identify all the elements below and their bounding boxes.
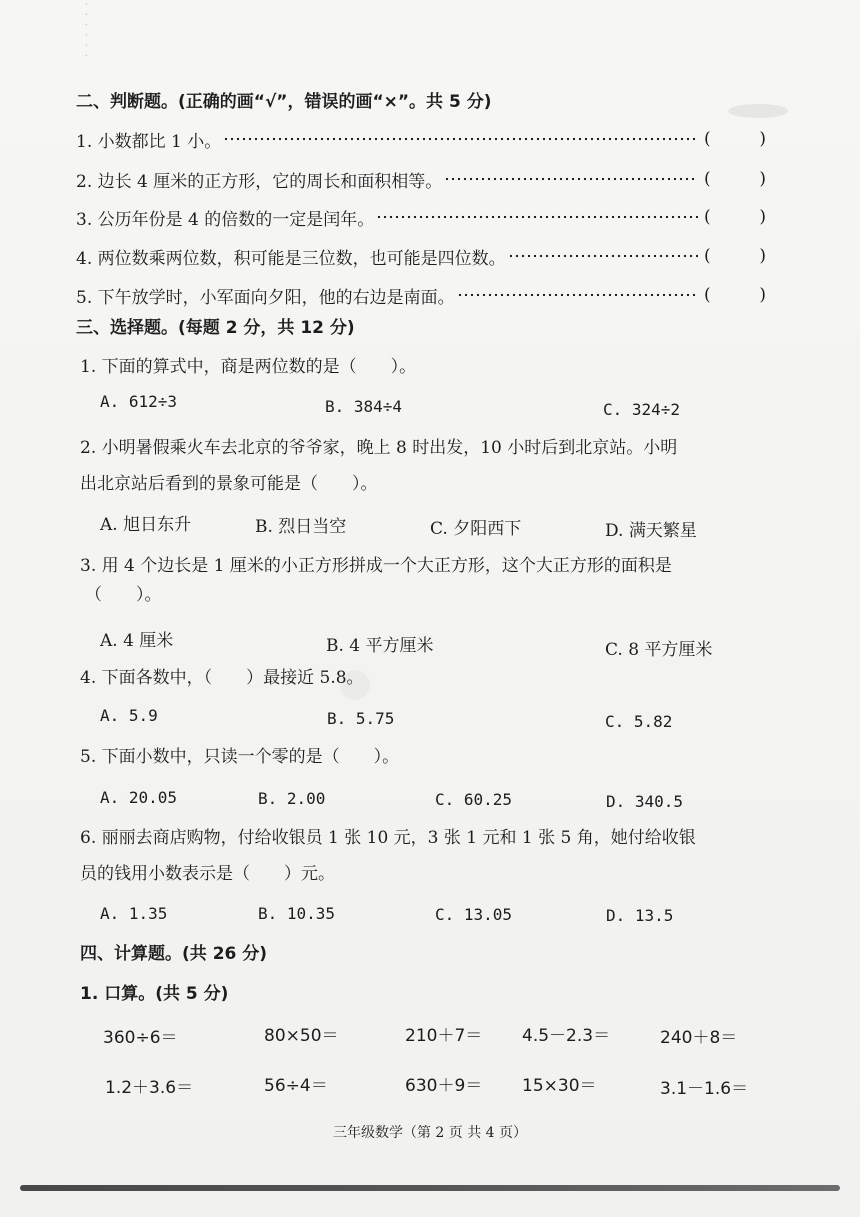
judge-section-heading: 二、判断题。(正确的画“√”，错误的画“×”。共 5 分) [76,92,492,112]
q5-option-d[interactable]: D. 340.5 [606,792,684,811]
leader-dots [376,215,698,219]
q5-option-a[interactable]: A. 20.05 [100,788,178,807]
leader-dots [444,177,698,181]
mental-calc-item[interactable]: 1.2＋3.6＝ [105,1078,194,1098]
mental-calc-item[interactable]: 80×50＝ [264,1026,339,1046]
question-2-stem-line2: 出北京站后看到的景象可能是（ ）。 [80,474,378,494]
question-3-stem-line1: 3. 用 4 个边长是 1 厘米的小正方形拼成一个大正方形，这个大正方形的面积是 [80,556,672,576]
answer-blank[interactable]: ( ) [704,246,766,266]
leader-dots [508,254,698,258]
scan-smudge [728,104,788,118]
judge-item-4 [76,245,766,267]
judge-statement: 5. 下午放学时，小军面向夕阳，他的右边是南面。 [76,287,455,308]
page-bottom-edge [20,1185,840,1191]
calc-section-heading: 四、计算题。(共 26 分) [80,944,268,964]
q1-option-a[interactable]: A. 612÷3 [100,392,178,411]
mental-calc-item[interactable]: 56÷4＝ [264,1076,328,1096]
question-6-stem-line1: 6. 丽丽去商店购物，付给收银员 1 张 10 元，3 张 1 元和 1 张 5 角，她付给收银 [80,828,696,848]
q6-option-d[interactable]: D. 13.5 [606,906,674,925]
question-5-stem: 5. 下面小数中，只读一个零的是（ ）。 [80,747,400,767]
q3-option-a[interactable]: A. 4 厘米 [100,631,174,651]
question-1-stem: 1. 下面的算式中，商是两位数的是（ ）。 [80,357,417,377]
q1-option-b[interactable]: B. 384÷4 [325,397,403,416]
judge-statement: 4. 两位数乘两位数，积可能是三位数，也可能是四位数。 [76,248,506,269]
judge-item-2 [76,168,766,190]
q6-option-a[interactable]: A. 1.35 [100,904,168,923]
q3-option-b[interactable]: B. 4 平方厘米 [326,636,434,656]
q2-option-a[interactable]: A. 旭日东升 [100,515,192,535]
question-2-stem-line1: 2. 小明暑假乘火车去北京的爷爷家，晚上 8 时出发，10 小时后到北京站。小明 [80,438,678,458]
judge-item-5 [76,284,766,306]
answer-blank[interactable]: ( ) [704,129,766,149]
bleed-through-marks: · · · · · · [78,2,93,59]
q6-option-b[interactable]: B. 10.35 [258,904,336,923]
q5-option-c[interactable]: C. 60.25 [435,790,513,809]
judge-statement: 1. 小数都比 1 小。 [76,131,222,152]
choice-section-heading: 三、选择题。(每题 2 分，共 12 分) [76,318,355,338]
judge-item-3 [76,206,766,228]
q2-option-b[interactable]: B. 烈日当空 [255,517,347,537]
answer-blank[interactable]: ( ) [704,169,766,189]
answer-blank[interactable]: ( ) [704,285,766,305]
q1-option-c[interactable]: C. 324÷2 [603,400,681,419]
judge-item-1 [76,128,766,150]
q2-option-d[interactable]: D. 满天繁星 [605,521,697,541]
question-3-stem-line2: （ ）。 [85,585,162,605]
leader-dots [457,293,698,297]
question-4-stem: 4. 下面各数中，（ ）最接近 5.8。 [80,668,364,688]
mental-calc-item[interactable]: 3.1－1.6＝ [660,1079,749,1099]
mental-calc-item[interactable]: 15×30＝ [522,1076,597,1096]
q5-option-b[interactable]: B. 2.00 [258,789,326,808]
mental-calc-item[interactable]: 210＋7＝ [405,1026,483,1046]
q4-option-b[interactable]: B. 5.75 [327,709,395,728]
answer-blank[interactable]: ( ) [704,207,766,227]
leader-dots [223,137,698,141]
q3-option-c[interactable]: C. 8 平方厘米 [605,640,713,660]
mental-calc-item[interactable]: 4.5－2.3＝ [522,1026,611,1046]
mental-calc-item[interactable]: 240＋8＝ [660,1028,738,1048]
question-6-stem-line2: 员的钱用小数表示是（ ）元。 [80,864,335,884]
mental-calc-item[interactable]: 630＋9＝ [405,1076,483,1096]
page-footer: 三年级数学（第 2 页 共 4 页） [332,1125,528,1141]
mental-calc-item[interactable]: 360÷6＝ [103,1028,178,1048]
calc-sub-heading: 1. 口算。(共 5 分) [80,984,229,1004]
q2-option-c[interactable]: C. 夕阳西下 [430,519,522,539]
judge-statement: 2. 边长 4 厘米的正方形，它的周长和面积相等。 [76,171,443,192]
q6-option-c[interactable]: C. 13.05 [435,905,513,924]
judge-statement: 3. 公历年份是 4 的倍数的一定是闰年。 [76,209,375,230]
q4-option-c[interactable]: C. 5.82 [605,712,673,731]
q4-option-a[interactable]: A. 5.9 [100,706,158,725]
